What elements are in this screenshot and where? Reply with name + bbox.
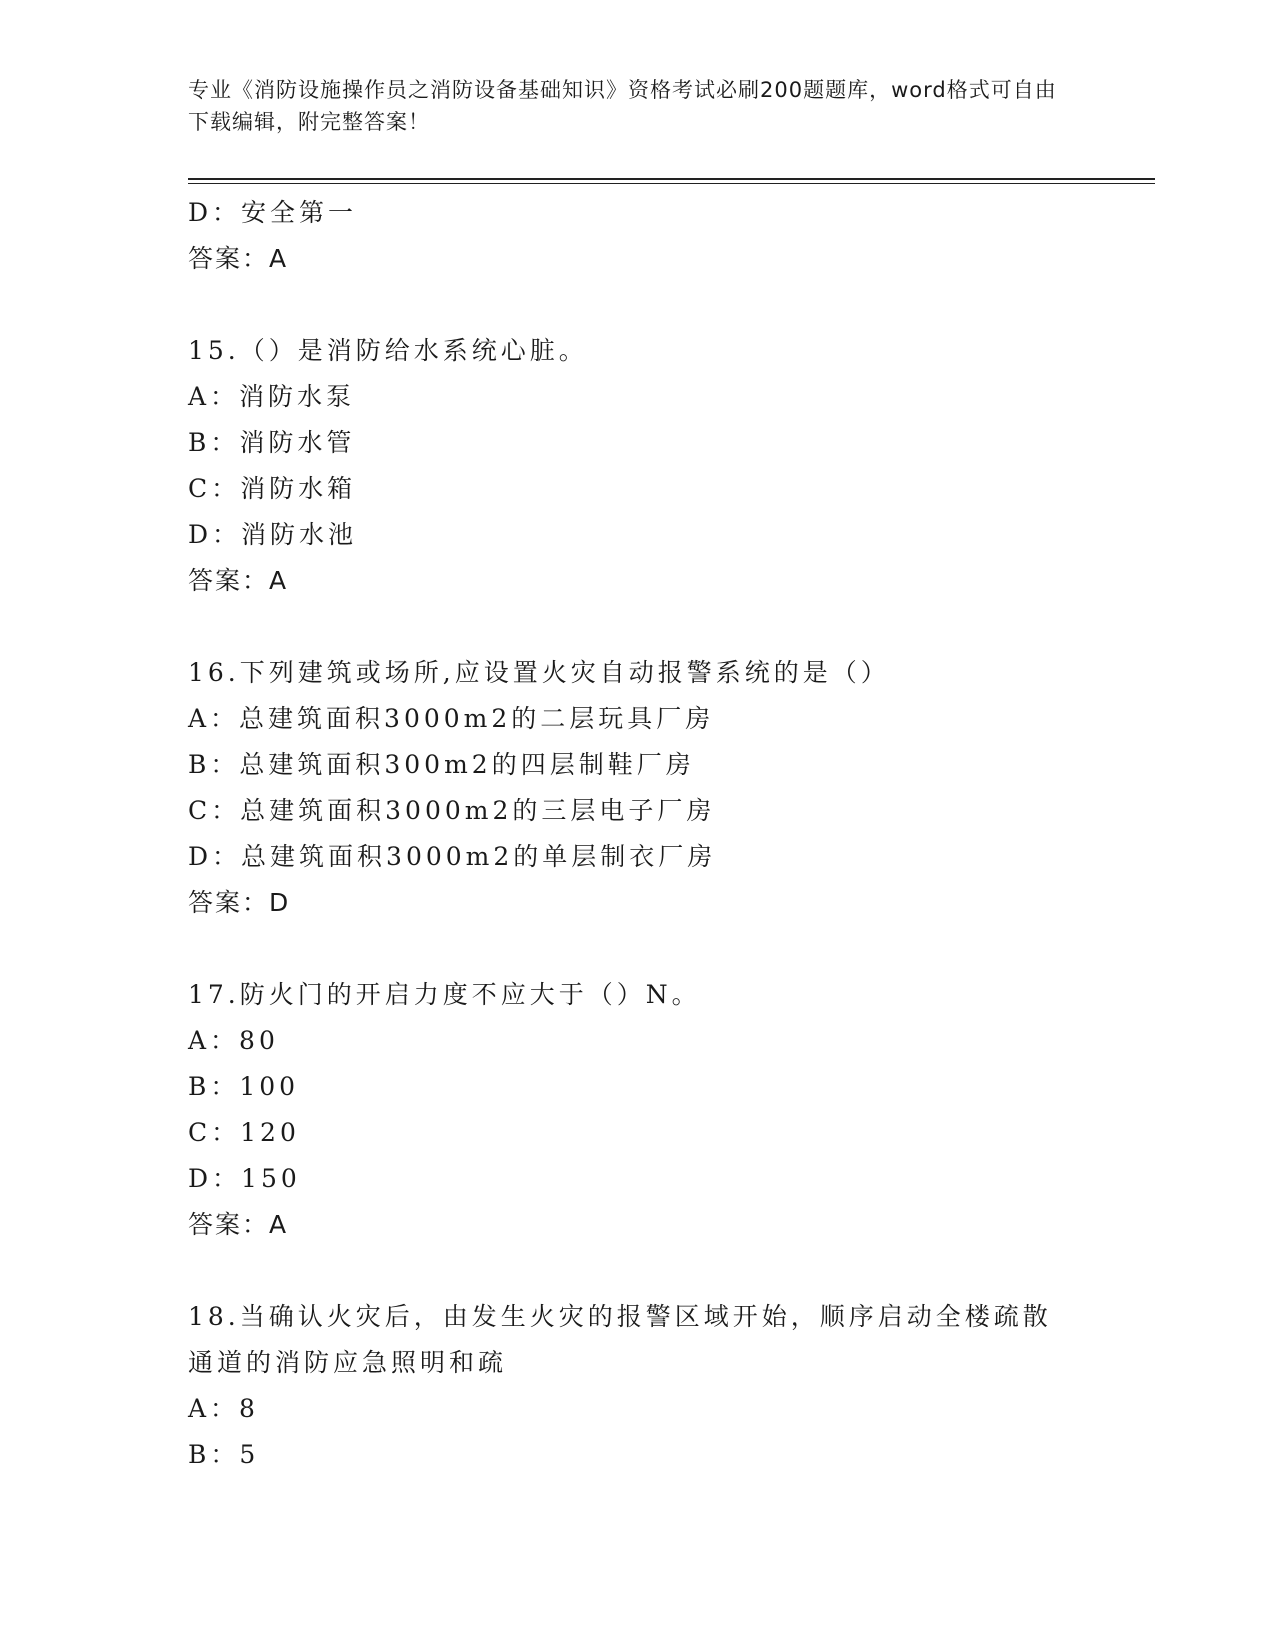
answer: 答案：A [188, 1210, 289, 1239]
option-d: D：150 [188, 1164, 301, 1193]
question-16 [188, 650, 1088, 926]
option-b: B：总建筑面积300m2的四层制鞋厂房 [188, 750, 695, 779]
question-18 [188, 1294, 1088, 1478]
header-rule-thick [188, 178, 1155, 180]
option-a: A：总建筑面积3000m2的二层玩具厂房 [188, 704, 715, 733]
option-b: B：消防水管 [188, 428, 356, 457]
option-c: C：总建筑面积3000m2的三层电子厂房 [188, 796, 716, 825]
header-rule-thin [188, 183, 1155, 184]
question-text: 16.下列建筑或场所,应设置火灾自动报警系统的是（） [188, 658, 890, 687]
option-a: A：8 [188, 1394, 259, 1423]
option-c: C：120 [188, 1118, 300, 1147]
prev-option-d: D：安全第一 [188, 198, 358, 227]
question-text: 17.防火门的开启力度不应大于（）N。 [188, 980, 701, 1009]
question-17 [188, 972, 1088, 1248]
answer: 答案：D [188, 888, 291, 917]
option-c: C：消防水箱 [188, 474, 357, 503]
document-header: 专业《消防设施操作员之消防设备基础知识》资格考试必刷200题题库，word格式可自由下载编辑，附完整答案！ [188, 78, 1057, 134]
option-d: D：总建筑面积3000m2的单层制衣厂房 [188, 842, 717, 871]
question-text: 18.当确认火灾后，由发生火灾的报警区域开始，顺序启动全楼疏散通道的消防应急照明和疏 [188, 1302, 1052, 1377]
option-a: A：80 [188, 1026, 279, 1055]
option-b: B：100 [188, 1072, 300, 1101]
answer: 答案：A [188, 566, 289, 595]
option-d: D：消防水池 [188, 520, 358, 549]
question-text: 15.（）是消防给水系统心脏。 [188, 336, 588, 365]
prev-answer: 答案：A [188, 244, 289, 273]
question-15 [188, 328, 1088, 604]
question-list [188, 190, 1088, 1478]
option-b: B：5 [188, 1440, 260, 1469]
option-a: A：消防水泵 [188, 382, 356, 411]
